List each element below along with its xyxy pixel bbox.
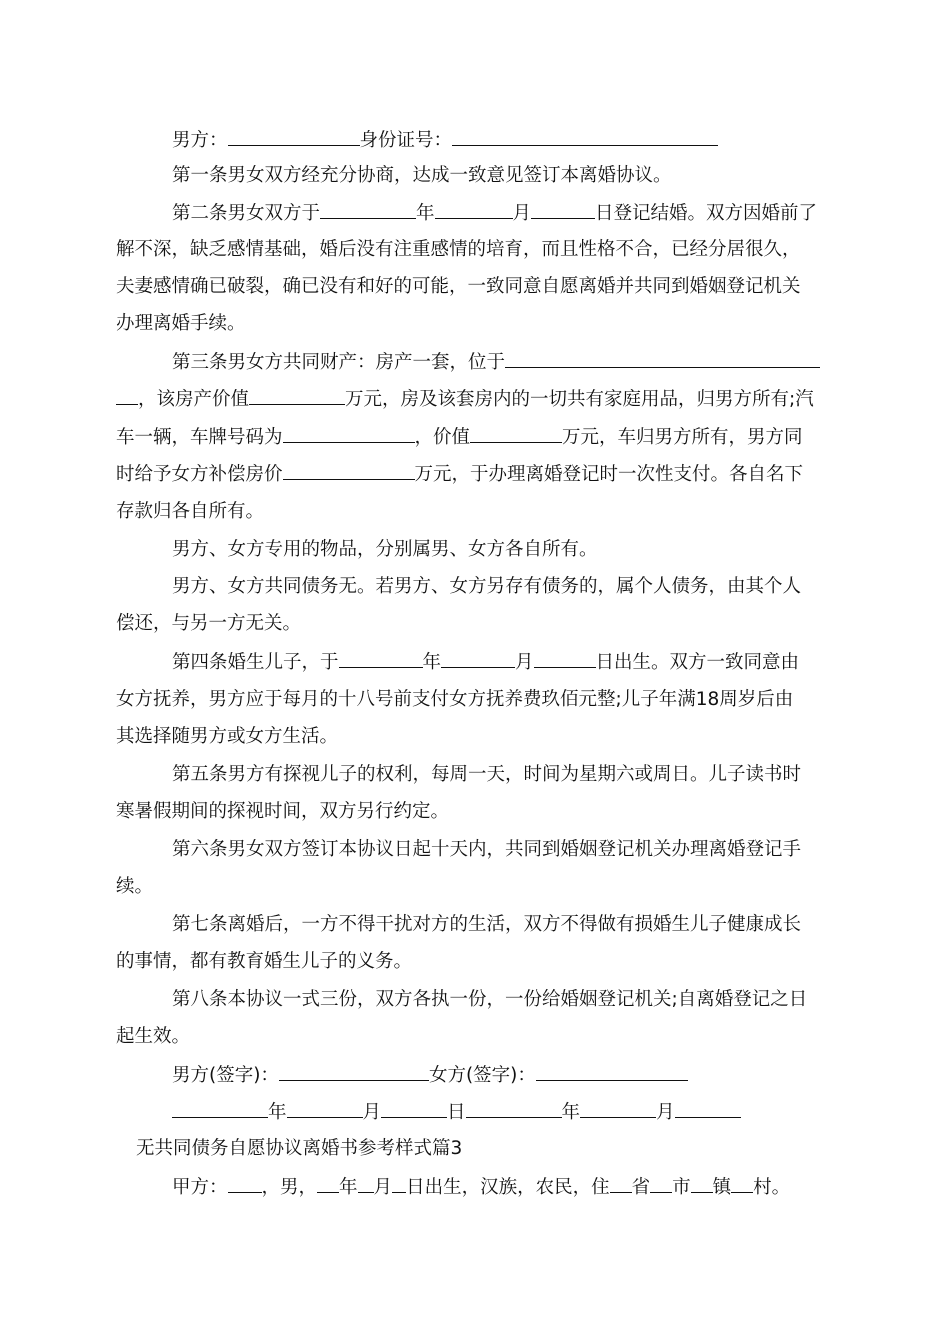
article-4-text-tail: 日出生。双方一致同意由: [595, 652, 800, 673]
article-5-line-2-text: 寒暑假期间的探视时间，双方另行约定。: [116, 801, 450, 822]
article-1: [172, 164, 672, 188]
article-2-line-1: [172, 201, 817, 225]
article-6-text: 第六条男女双方签订本协议日起十天内，共同到婚姻登记机关办理离婚登记手: [172, 839, 802, 860]
month-label: 月: [362, 1102, 382, 1123]
article-3-line-5-text: 存款归各自所有。: [116, 501, 265, 522]
party-a-label: 甲方：: [172, 1177, 228, 1198]
article-2-line-2: [116, 238, 801, 262]
article-3-line-3-tail: 万元，车归男方所有，男方同: [562, 427, 803, 448]
blank-village[interactable]: [731, 1175, 753, 1193]
label-id: 身份证号：: [359, 130, 453, 151]
house-value-label: ，该房产价值: [138, 389, 250, 410]
article-7-line-2-text: 的事情，都有教育婚生儿子的义务。: [116, 951, 413, 972]
article-6-line-2: [116, 875, 153, 899]
article-4-text: 第四条婚生儿子，于: [172, 652, 339, 673]
blank-sign-month-1[interactable]: [287, 1100, 363, 1118]
blank-female-signature[interactable]: [536, 1063, 688, 1081]
year-label: 年: [416, 203, 435, 224]
article-4-line-2: [116, 688, 793, 712]
year-label: 年: [268, 1102, 287, 1123]
day-label: 日: [447, 1102, 466, 1123]
article-4-line-3-text: 其选择随男方或女方生活。: [116, 726, 339, 747]
blank-male-name[interactable]: [228, 128, 360, 146]
article-4-line-3: [116, 725, 338, 749]
blank-birth-month[interactable]: [441, 650, 515, 668]
month-label: 月: [656, 1102, 675, 1123]
blank-house-location-cont[interactable]: [116, 387, 138, 405]
year-label: 年: [339, 1177, 358, 1198]
debts-text-2: 偿还，与另一方无关。: [116, 613, 302, 634]
article-7-line-1: [172, 913, 801, 937]
province-label: 省: [631, 1177, 651, 1198]
article-3-text: 第三条男女方共同财产：房产一套，位于: [172, 352, 506, 373]
blank-car-plate[interactable]: [283, 425, 415, 443]
debts-text: 男方、女方共同债务无。若男方、女方另存有债务的，属个人债务，由其个人: [172, 576, 802, 597]
blank-birth-year[interactable]: [339, 650, 423, 668]
article-4-line-1: [172, 650, 799, 674]
blank-sign-month-2[interactable]: [580, 1100, 656, 1118]
article-6-line-2-text: 续。: [116, 876, 154, 897]
blank-house-value[interactable]: [249, 387, 345, 405]
article-2-line-3: [116, 275, 801, 299]
blank-town[interactable]: [691, 1175, 713, 1193]
article-2-text-tail: 日登记结婚。双方因婚前了: [595, 203, 818, 224]
blank-marriage-day[interactable]: [531, 201, 595, 219]
article-6-line-1: [172, 838, 801, 862]
blank-male-id[interactable]: [452, 128, 718, 146]
article-2-text: 第二条男女双方于: [172, 203, 321, 224]
town-label: 镇: [712, 1177, 732, 1198]
blank-party-a-month[interactable]: [358, 1175, 374, 1193]
car-plate-label: 车一辆，车牌号码为: [116, 427, 283, 448]
label-male: 男方：: [172, 130, 228, 151]
signature-line: [172, 1063, 688, 1087]
article-3-line-2: [116, 387, 814, 411]
car-value-label: ，价值: [414, 427, 471, 448]
personal-items-text: 男方、女方专用的物品，分别属男、女方各自所有。: [172, 539, 598, 560]
blank-party-a-name[interactable]: [228, 1175, 262, 1193]
party-a-details: 日出生，汉族，农民，住: [406, 1177, 610, 1198]
article-3-line-1: [172, 350, 820, 374]
blank-party-a-year[interactable]: [317, 1175, 339, 1193]
article-4-line-2-text: 女方抚养，男方应于每月的十八号前支付女方抚养费玖佰元整;儿子年满18周岁后由: [116, 689, 794, 710]
female-signature-label: 女方(签字)：: [428, 1065, 536, 1086]
blank-sign-year-2[interactable]: [466, 1100, 562, 1118]
blank-house-location[interactable]: [505, 350, 820, 368]
article-1-text: 第一条男女双方经充分协商，达成一致意见签订本离婚协议。: [172, 165, 672, 186]
blank-car-value[interactable]: [470, 425, 562, 443]
article-3-line-3: [116, 425, 803, 449]
month-label: 月: [512, 203, 532, 224]
compensation-label: 时给予女方补偿房价: [116, 464, 283, 485]
blank-sign-year-1[interactable]: [172, 1100, 268, 1118]
article-7-line-2: [116, 950, 412, 974]
party-a-line: [172, 1175, 790, 1199]
blank-sign-day-1[interactable]: [381, 1100, 447, 1118]
blank-sign-day-2[interactable]: [675, 1100, 741, 1118]
month-label: 月: [373, 1177, 393, 1198]
article-2-line-3-text: 夫妻感情确已破裂，确已没有和好的可能，一致同意自愿离婚并共同到婚姻登记机关: [116, 276, 801, 297]
blank-province[interactable]: [610, 1175, 632, 1193]
article-5-line-1: [172, 763, 801, 787]
male-signature-label: 男方(签字)：: [172, 1065, 279, 1086]
article-3-line-5: [116, 500, 264, 524]
article-5-text: 第五条男方有探视儿子的权利，每周一天，时间为星期六或周日。儿子读书时: [172, 764, 802, 785]
article-8-line-2: [116, 1025, 190, 1049]
village-label: 村。: [753, 1177, 791, 1198]
blank-party-a-day[interactable]: [392, 1175, 406, 1193]
city-label: 市: [672, 1177, 691, 1198]
article-3-line-2-tail: 万元，房及该套房内的一切共有家庭用品，归男方所有;汽: [345, 389, 814, 410]
blank-birth-day[interactable]: [534, 650, 596, 668]
signature-date-line: [172, 1100, 741, 1124]
article-8-line-1: [172, 988, 807, 1012]
section-heading-text: 无共同债务自愿协议离婚书参考样式篇3: [136, 1138, 463, 1159]
paragraph-personal-items: [172, 538, 598, 562]
party-male-line: [172, 128, 718, 152]
article-8-line-2-text: 起生效。: [116, 1026, 191, 1047]
month-label: 月: [515, 652, 534, 673]
article-5-line-2: [116, 800, 449, 824]
article-7-text: 第七条离婚后，一方不得干扰对方的生活，双方不得做有损婚生儿子健康成长: [172, 914, 802, 935]
paragraph-debts-line-2: [116, 612, 301, 636]
article-2-line-4: [116, 312, 246, 336]
year-label: 年: [422, 652, 442, 673]
blank-marriage-month[interactable]: [435, 201, 513, 219]
blank-compensation[interactable]: [283, 462, 415, 480]
blank-city[interactable]: [650, 1175, 672, 1193]
article-8-text: 第八条本协议一式三份，双方各执一份，一份给婚姻登记机关;自离婚登记之日: [172, 989, 808, 1010]
article-3-line-4: [116, 462, 803, 486]
article-2-line-4-text: 办理离婚手续。: [116, 313, 246, 334]
blank-marriage-year[interactable]: [320, 201, 416, 219]
party-a-gender: ，男，: [261, 1177, 318, 1198]
article-3-line-4-tail: 万元，于办理离婚登记时一次性支付。各自名下: [414, 464, 804, 485]
blank-male-signature[interactable]: [279, 1063, 429, 1081]
section-heading: [136, 1137, 462, 1161]
article-2-line-2-text: 解不深，缺乏感情基础，婚后没有注重感情的培育，而且性格不合，已经分居很久，: [116, 239, 801, 260]
paragraph-debts-line-1: [172, 575, 801, 599]
year-label: 年: [561, 1102, 581, 1123]
